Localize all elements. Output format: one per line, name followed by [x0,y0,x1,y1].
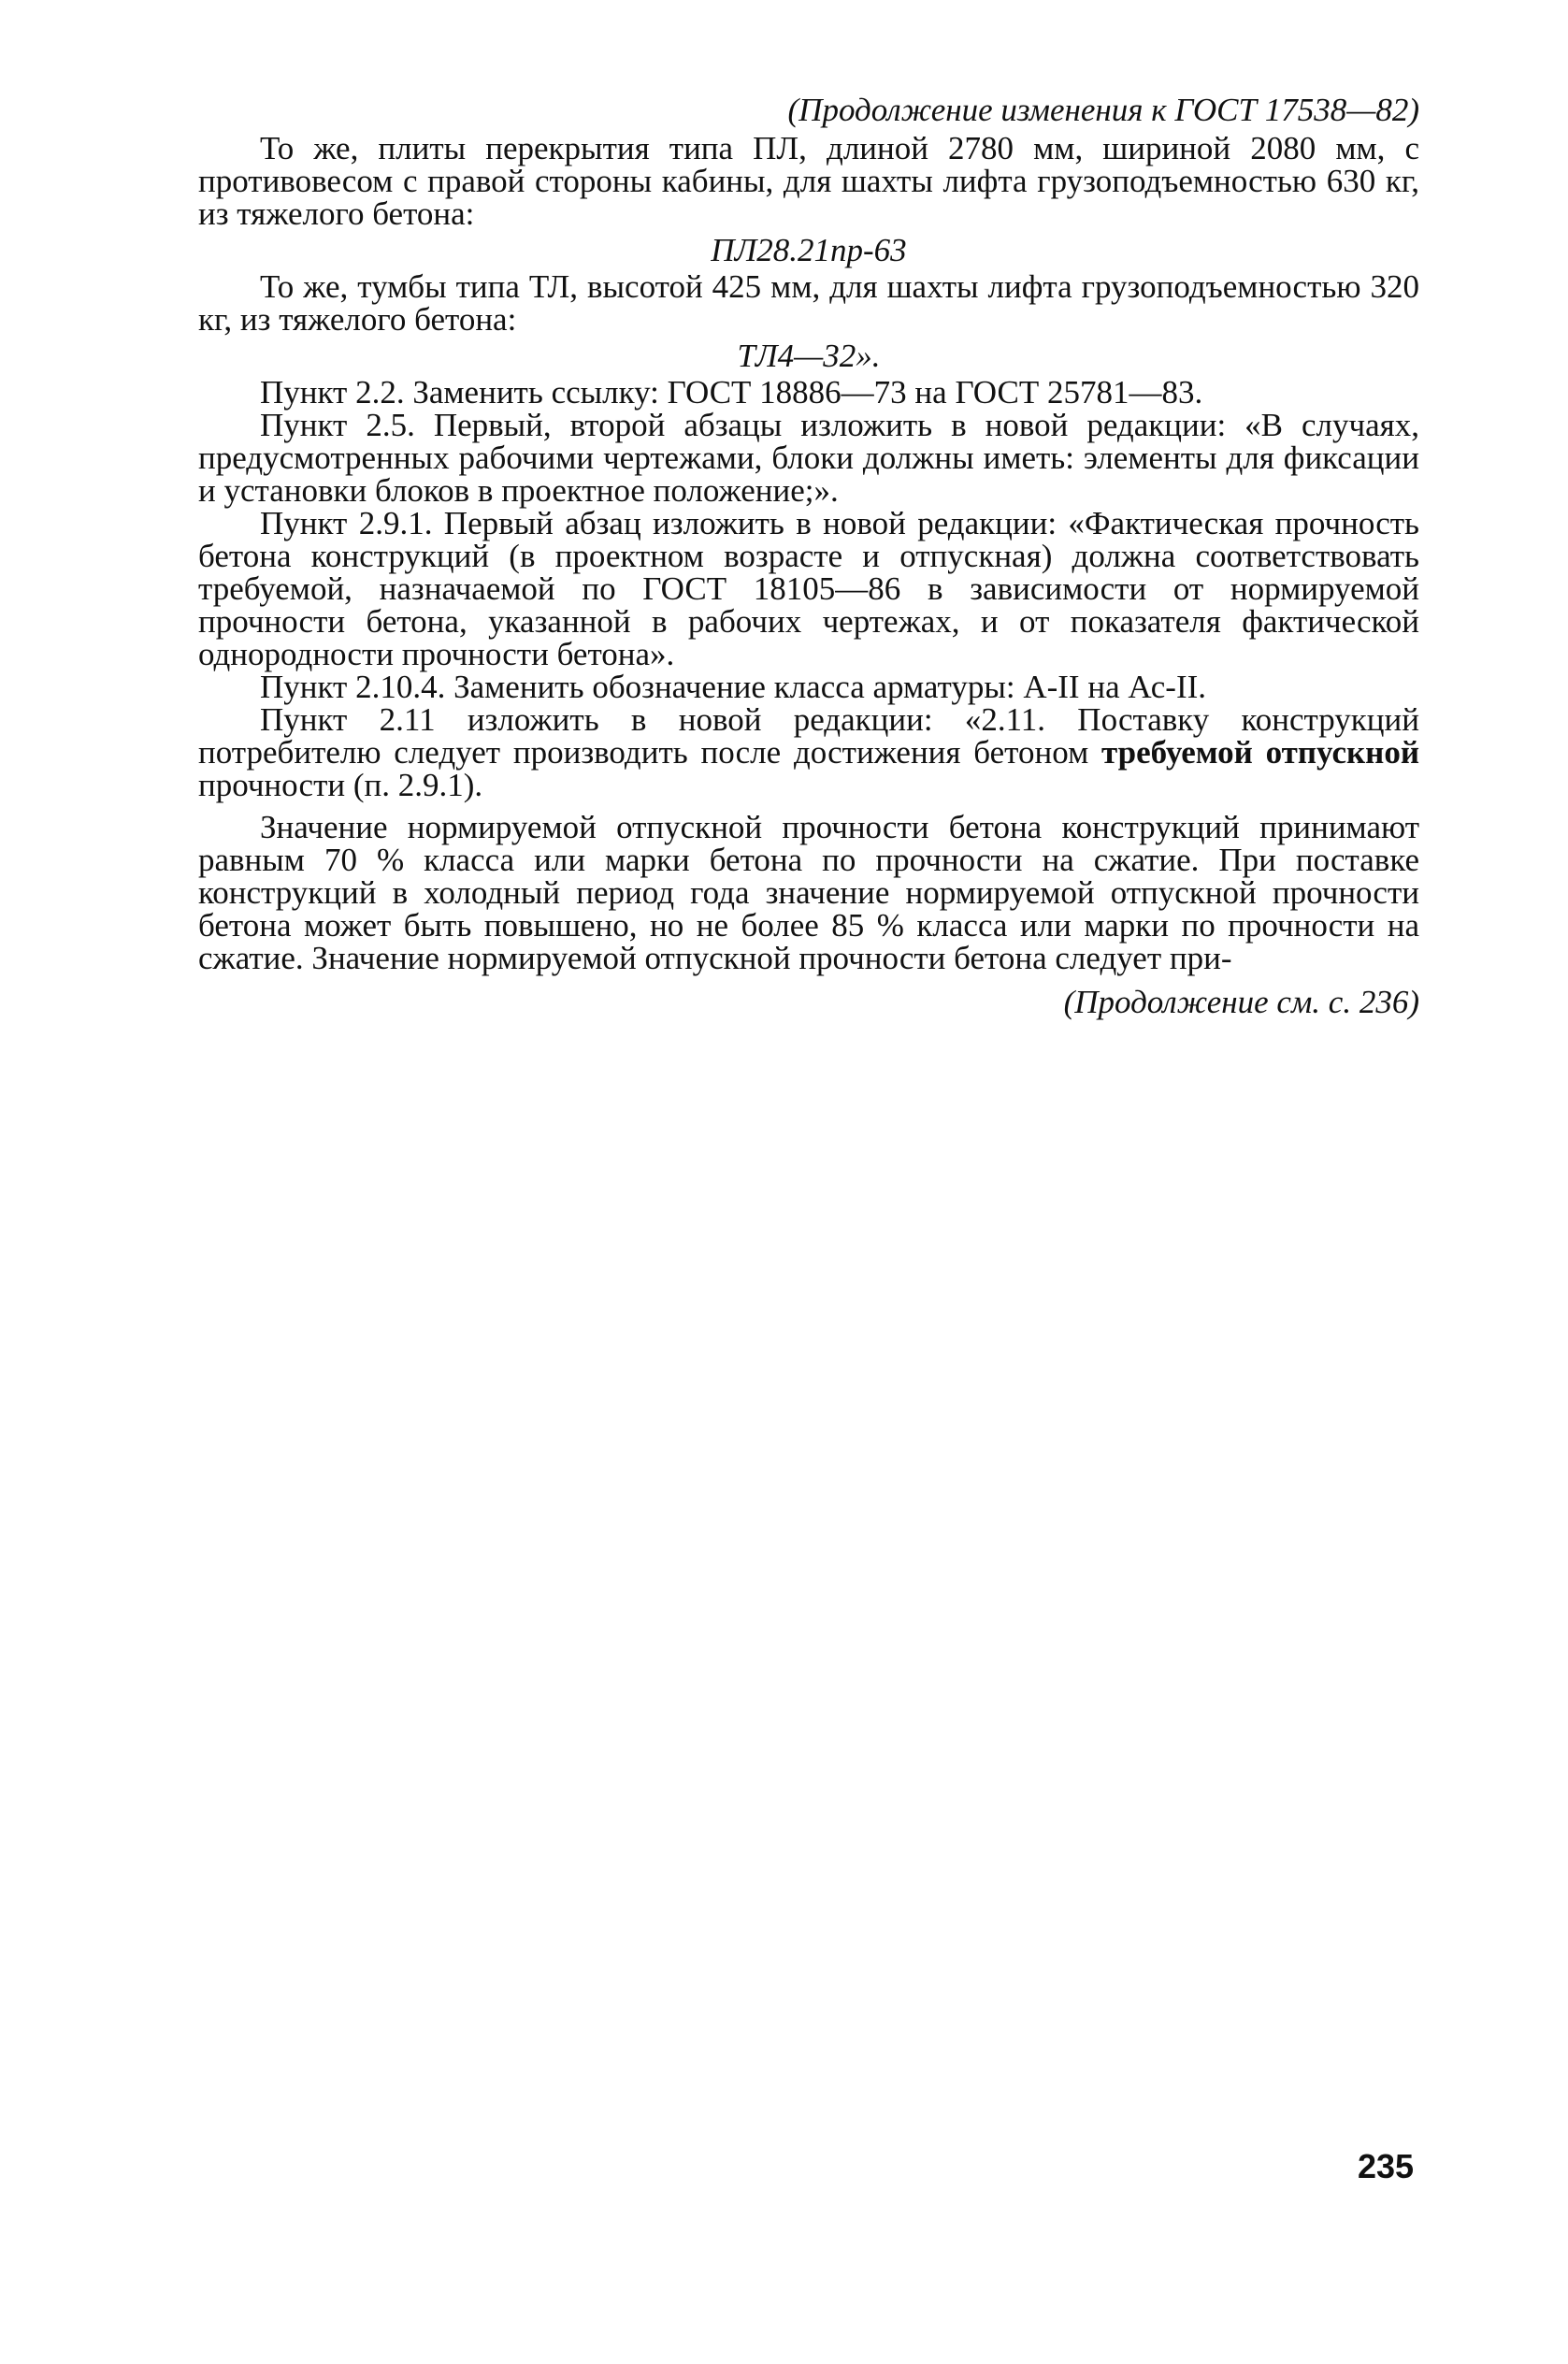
clause-2-11-text: Пункт 2.11 изложить в новой редакции: «2.11. Поставку конструкций потребителю следует производить после достижения бетоном [198,701,1419,771]
paragraph-clause-2-11 [198,703,1419,801]
document-page [198,94,1419,1018]
continuation-header: (Продолжение изменения к ГОСТ 17538—82) [787,92,1419,128]
clause-2-11-tail: прочности (п. 2.9.1). [198,767,483,803]
paragraph-clause-2-10-4: Пункт 2.10.4. Заменить обозначение класса арматуры: А-II на Ас-II. [260,669,1207,705]
clause-2-11-bold: требуемой отпускной [1101,734,1419,771]
paragraph-release-strength: Значение нормируемой отпускной прочности бетона конструкций принимают равным 70 % класса или марки бетона по прочности на сжатие. При поставке конструкций в холодный период года значение нормируемой отпускной прочности бетона может быть повышено, но не более 85 % класса или марки по прочности на сжатие. Значение нормируемой отпускной прочности бетона следует при- [198,809,1419,976]
designation-tl: ТЛ4—32». [737,338,881,374]
designation-pl: ПЛ28.21пр-63 [711,232,907,268]
page-number: 235 [1358,2147,1415,2185]
paragraph-clause-2-5: Пункт 2.5. Первый, второй абзацы изложить в новой редакции: «В случаях, предусмотренных рабочими чертежами, блоки должны иметь: элементы для фиксации и установки блоков в проектное положение;». [198,407,1419,509]
paragraph-clause-2-9-1: Пункт 2.9.1. Первый абзац изложить в новой редакции: «Фактическая прочность бетона конструкций (в проектном возрасте и отпускная) должна соответствовать требуемой, назначаемой по ГОСТ 18105—86 в зависимости от нормируемой прочности бетона, указанной в рабочих чертежах, и от показателя фактической однородности прочности бетона». [198,505,1419,672]
paragraph-pl-plates: То же, плиты перекрытия типа ПЛ, длиной 2780 мм, шириной 2080 мм, с противовесом с правой стороны кабины, для шахты лифта грузоподъемностью 630 кг, из тяжелого бетона: [198,130,1419,232]
continuation-footer: (Продолжение см. с. 236) [1063,984,1419,1020]
paragraph-clause-2-2: Пункт 2.2. Заменить ссылку: ГОСТ 18886—73 на ГОСТ 25781—83. [260,374,1203,411]
paragraph-tl-tumbs: То же, тумбы типа ТЛ, высотой 425 мм, для шахты лифта грузоподъемностью 320 кг, из тяжелого бетона: [198,268,1419,338]
